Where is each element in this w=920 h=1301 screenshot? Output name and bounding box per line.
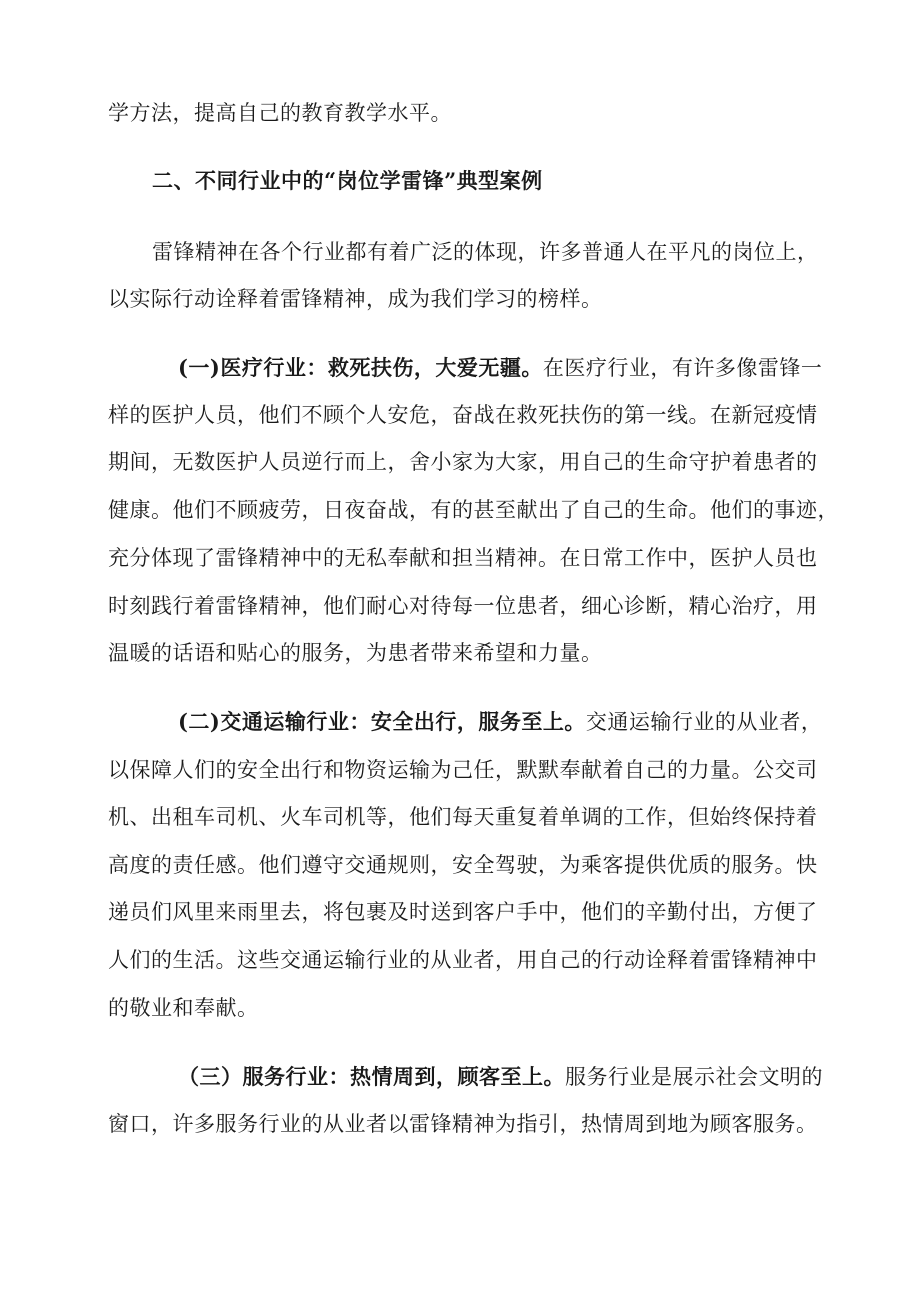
paragraph-line: 递员们风里来雨里去，将包裹及时送到客户手中，他们的辛勤付出，方便了 [108,900,818,924]
paragraph-line: 充分体现了雷锋精神中的无私奉献和担当精神。在日常工作中，医护人员也 [108,546,818,570]
medical-heading: (一)医疗行业：救死扶伤，大爱无疆。 [178,355,543,380]
section-heading: 二、不同行业中的“岗位学雷锋”典型案例 [152,168,543,193]
paragraph-line: 时刻践行着雷锋精神，他们耐心对待每一位患者，细心诊断，精心治疗，用 [108,594,818,618]
medical-first-line-rest: 在医疗行业，有许多像雷锋一 [542,356,823,380]
paragraph-line: 人们的生活。这些交通运输行业的从业者，用自己的行动诠释着雷锋精神中 [108,948,818,972]
paragraph-line: 期间，无数医护人员逆行而上，舍小家为大家，用自己的生命守护着患者的 [108,450,818,474]
paragraph-line: 窗口，许多服务行业的从业者以雷锋精神为指引，热情周到地为顾客服务。 [108,1112,818,1136]
transport-first-line [178,708,823,736]
paragraph-line: 样的医护人员，他们不顾个人安危，奋战在救死扶伤的第一线。在新冠疫情 [108,403,818,427]
paragraph-line: 的敬业和奉献。 [108,996,259,1020]
intro-line-1: 雷锋精神在各个行业都有着广泛的体现，许多普通人在平凡的岗位上， [152,240,819,264]
service-heading: （三）服务行业：热情周到，顾客至上。 [178,1064,565,1089]
transport-heading: (二)交通运输行业：安全出行，服务至上。 [178,709,586,734]
paragraph-line: 温暖的话语和贴心的服务，为患者带来希望和力量。 [108,641,603,665]
paragraph-line: 机、出租车司机、火车司机等，他们每天重复着单调的工作，但始终保持着 [108,805,818,829]
continuation-text: 学方法，提高自己的教育教学水平。 [108,101,452,125]
service-first-line [178,1063,823,1091]
intro-line-2: 以实际行动诠释着雷锋精神，成为我们学习的榜样。 [108,287,603,311]
service-first-line-rest: 服务行业是展示社会文明的 [565,1065,823,1089]
medical-first-line [178,354,823,382]
paragraph-line: 高度的责任感。他们遵守交通规则，安全驾驶，为乘客提供优质的服务。快 [108,853,818,877]
transport-first-line-rest: 交通运输行业的从业者， [585,710,823,734]
paragraph-line: 健康。他们不顾疲劳，日夜奋战，有的甚至献出了自己的生命。他们的事迹， [108,498,839,522]
paragraph-line: 以保障人们的安全出行和物资运输为己任，默默奉献着自己的力量。公交司 [108,758,818,782]
